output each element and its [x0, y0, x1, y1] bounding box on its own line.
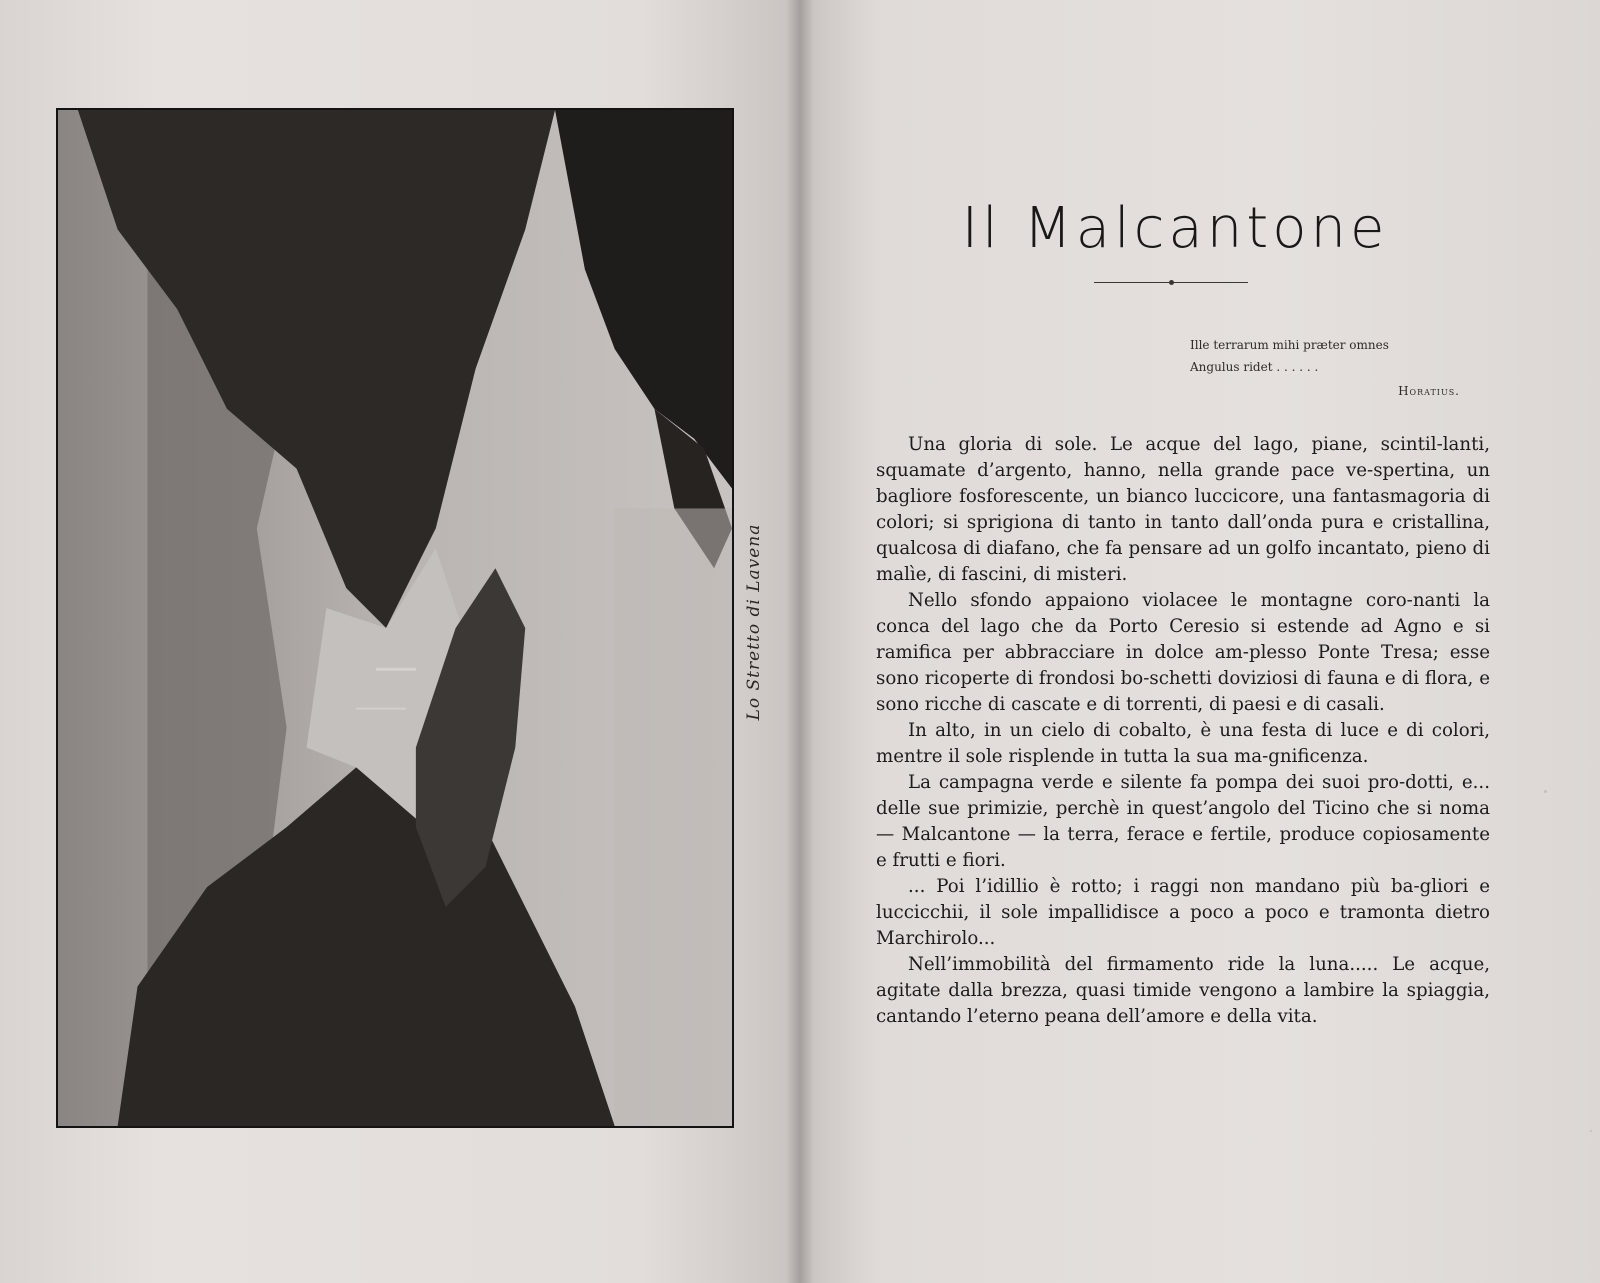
epigraph-line: Angulus ridet . . . . . .	[1190, 360, 1319, 374]
paragraph: In alto, in un cielo di cobalto, è una festa di luce e di colori, mentre il sole risplende in tutta la sua ma-gnificenza.	[876, 720, 1490, 767]
title-rule-ornament	[1169, 280, 1174, 285]
paragraph: La campagna verde e silente fa pompa dei suoi pro-dotti, e... delle sue primizie, perchè in quest’angolo del Ticino che si noma — Malcantone — la terra, ferace e fertile, produce copiosamente e frutti e fiori.	[876, 772, 1490, 871]
chapter-title: Il Malcantone	[961, 196, 1389, 261]
plate-caption: Lo Stretto di Lavena	[744, 523, 764, 721]
paragraph: Nello sfondo appaiono violacee le montagne coro-nanti la conca del lago che da Porto Ceresio si estende ad Agno e si ramifica per abbracciare in dolce am-plesso Ponte Tresa; esse sono ricoperte di frondosi bo-schetti doviziosi di fauna e di flora, e sono ricche di cascate e di torrenti, di paesi e di casali.	[876, 590, 1490, 715]
paragraph: Una gloria di sole. Le acque del lago, piane, scintil-lanti, squamate d’argento, hanno, nella grande pace ve-spertina, un bagliore fosforescente, un bianco luccicore, una fantasmagoria di colori; si sprigiona di tanto in tanto dall’onda pura e cristallina, qualcosa di diafano, che fa pensare ad un golfo incantato, pieno di malìe, di fascini, di misteri.	[876, 434, 1490, 585]
photo-plate	[56, 108, 734, 1128]
epigraph-author: Horatius.	[1398, 384, 1460, 398]
body-text	[876, 432, 1490, 1030]
paragraph: Nell’immobilità del firmamento ride la luna..... Le acque, agitate dalla brezza, quasi timide vengono a lambire la spiaggia, cantando l’eterno peana dell’amore e della vita.	[876, 954, 1490, 1027]
paper-spot	[1544, 790, 1547, 793]
epigraph	[1190, 334, 1460, 402]
paper-spot	[1590, 1130, 1592, 1132]
epigraph-line: Ille terrarum mihi præter omnes	[1190, 338, 1389, 352]
lake-landscape-illustration	[58, 110, 732, 1126]
paragraph: ... Poi l’idillio è rotto; i raggi non mandano più ba-gliori e luccicchii, il sole impallidisce a poco a poco e tramonta dietro Marchirolo...	[876, 876, 1490, 949]
book-gutter	[786, 0, 814, 1283]
